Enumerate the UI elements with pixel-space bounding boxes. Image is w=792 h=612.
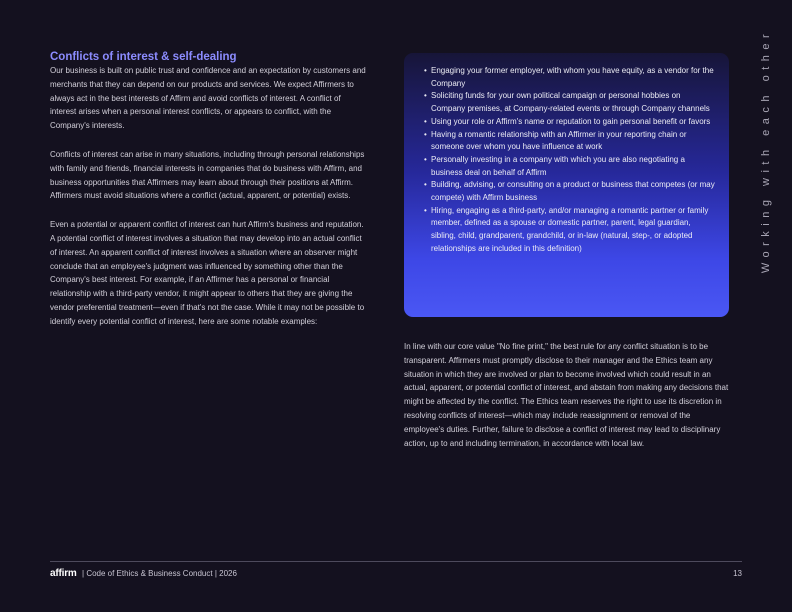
- example-item: • Soliciting funds for your own political campaign or personal hobbies on Company premises, at Company-related events or through Company channels: [424, 90, 715, 115]
- footer-doc-info: [82, 569, 237, 578]
- example-item: • Hiring, engaging as a third-party, and/or managing a romantic partner or family member, defined as a spouse or domestic partner, parent, legal guardian, sibling, child, grandparent, grandchild, or in-law (natural, step-, or adopted relationships are included in this definition): [424, 205, 715, 256]
- section-heading: Conflicts of interest & self-dealing: [50, 51, 237, 63]
- footer-divider: [50, 561, 742, 562]
- examples-list: [424, 65, 715, 256]
- example-item: • Personally investing in a company with which you are also negotiating a business deal on behalf of Affirm: [424, 154, 715, 179]
- affirm-logo: affirm: [50, 568, 77, 579]
- example-item: • Using your role or Affirm's name or reputation to gain personal benefit or favors: [424, 116, 715, 129]
- footer-document-title: Code of Ethics & Business Conduct: [86, 569, 213, 578]
- example-item: • Building, advising, or consulting on a product or business that competes (or may compete) with Affirm business: [424, 179, 715, 204]
- intro-paragraph: Our business is built on public trust and confidence and an expectation by customers and merchants that they can depend on our products and services. We expect Affirmers to always act in the best interests of Affirm and avoid conflicts of interest. A conflict of interest arises when a personal interest conflicts, or appears to conflict, with the Company's interests.: [50, 66, 366, 131]
- section-vertical-title: [760, 28, 772, 274]
- footer: [50, 568, 742, 582]
- transparency-paragraph: In line with our core value "No fine print," the best rule for any conflict situation is to be transparent. Affirmers must promptly disclose to their manager and the Ethics team any situation in which they are involved or plan to become involved which could result in an actual, apparent, or potential conflict of interest, and abstain from making any decisions that might be affected by the conflict. The Ethics team reserves the right to use its discretion in resolving conflicts of interest—which may include reassignment or removal of the employee's duties. Further, failure to disclose a conflict of interest may lead to disciplinary action, up to and including termination, in accordance with local law.: [404, 342, 729, 448]
- potential-conflict-paragraph: Even a potential or apparent conflict of interest can hurt Affirm's business and reputation. A potential conflict of interest involves a situation that may develop into an actual conflict of interest. An apparent conflict of interest involves a situation where an observer might conclude that an employee's judgment was influenced by something other than the Company's best interest. For example, if an Affirmer has a personal or financial relationship with a third-party vendor, it might appear to others that they are giving the vendor preferential treatment—even if that's not the case. While it may not be possible to identify every potential conflict of interest, here are some notable examples:: [50, 220, 365, 326]
- situations-paragraph: Conflicts of interest can arise in many situations, including through personal relationships with family and friends, financial interests in companies that do business with Affirm, and business opportunities that Affirmers may learn about through their positions at Affirm. Affirmers must avoid situations where a conflict (actual, apparent, or potential) exists.: [50, 149, 365, 201]
- right-column: [404, 340, 730, 465]
- page-number: 13: [733, 569, 742, 578]
- examples-callout-box: [404, 53, 729, 317]
- example-item: • Having a romantic relationship with an Affirmer in your reporting chain or someone over whom you have influence at work: [424, 129, 715, 154]
- footer-separator: |: [82, 569, 85, 578]
- example-item: • Engaging your former employer, with whom you have equity, as a vendor for the Company: [424, 65, 715, 90]
- footer-year: 2026: [219, 569, 237, 578]
- footer-separator: |: [214, 569, 217, 578]
- left-column: [50, 50, 368, 344]
- section-vertical-title-text: Working with each other: [760, 28, 772, 274]
